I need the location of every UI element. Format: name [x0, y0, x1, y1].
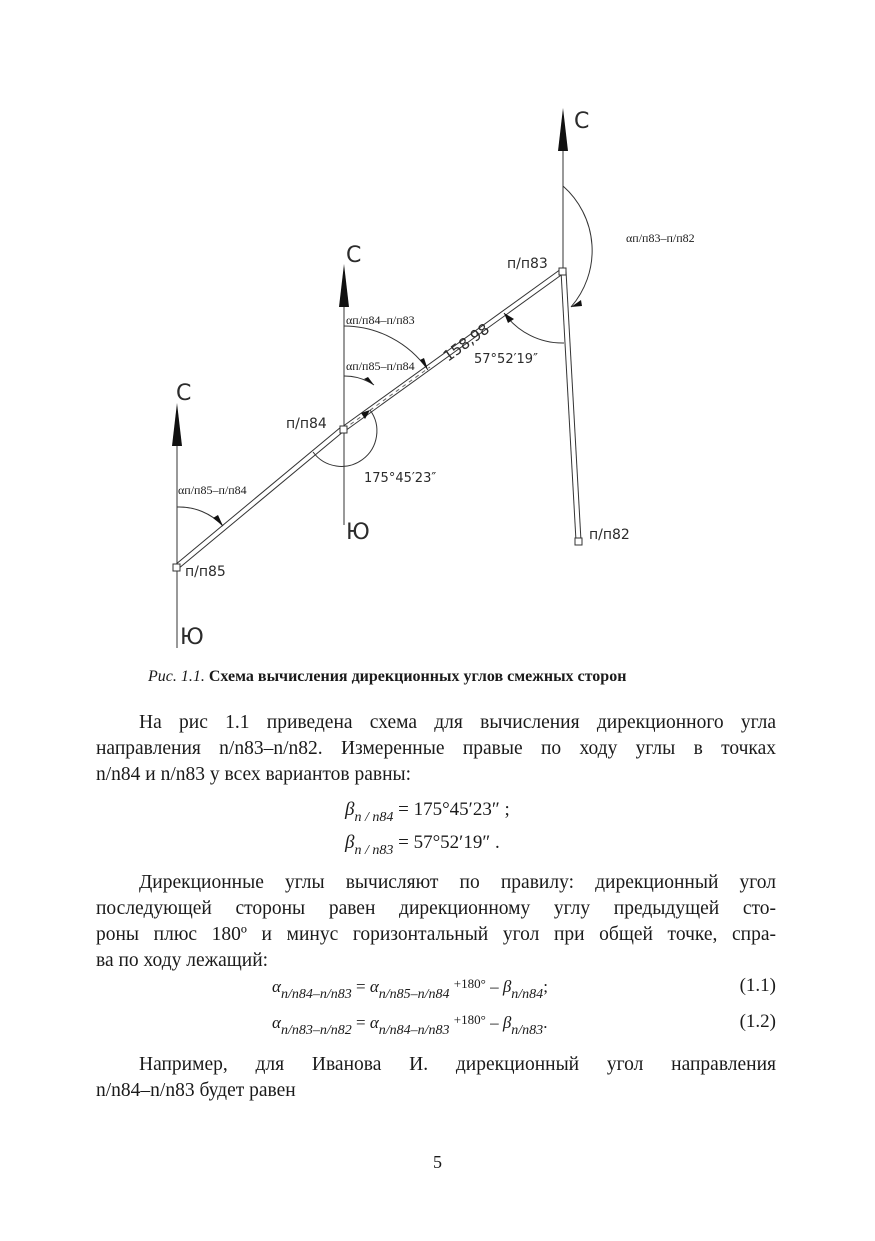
south-label: Ю — [180, 625, 204, 650]
arrowhead-icon — [504, 313, 514, 323]
equation-1-2: $\alpha_{n/n83-n/n82} = \alpha_{n/n84-n/n83}$ $^{+180^\circ} - \beta_{n/n83}$. — [272, 1012, 548, 1038]
text-line: На рис 1.1 приведена схема для вычисления дирекционного угла — [139, 712, 776, 733]
figure-caption — [148, 668, 626, 686]
north-arrow-icon — [172, 403, 182, 446]
text-line: Например, для Иванова И. дирекционный угол направления — [139, 1054, 776, 1075]
point-marker-p84 — [340, 426, 347, 433]
beta-value-p84: 175°45′23″ — [364, 471, 437, 486]
formula-beta-84: $\beta_{n / n84} = 175^\circ 45'23''$ ; — [345, 799, 510, 825]
arrowhead-icon — [213, 515, 223, 526]
point-label-p84: п/п84 — [286, 416, 327, 432]
text-line: n/n84 и n/n83 у всех вариантов равны: — [96, 764, 412, 785]
equation-1-1: $\alpha_{n/n84-n/n83} = \alpha_{n/n85-n/n84}$ $^{+180^\circ} - \beta_{n/n84}$; — [272, 976, 548, 1002]
paragraph-intro — [96, 710, 776, 788]
formula-beta-83: $\beta_{n / n83} = 57^\circ 52'19''$ . — [345, 832, 500, 858]
beta-value-p83: 57°52′19″ — [474, 352, 538, 367]
point-label-p85: п/п85 — [185, 564, 226, 580]
angle-label-alpha-85-84: αп/п85–п/п84 — [178, 483, 247, 497]
caption-prefix: Рис. 1.1. — [148, 668, 205, 685]
text-line: последующей стороны равен дирекционному углу предыдущей сто- — [96, 898, 776, 919]
arrowhead-icon — [364, 377, 374, 385]
extension-line — [344, 367, 430, 429]
equation-number: (1.1) — [739, 975, 776, 996]
angle-label-alpha-84-83: αп/п84–п/п83 — [346, 313, 415, 327]
text-line: Дирекционные углы вычисляют по правилу: дирекционный угол — [139, 872, 776, 893]
angle-arc-beta-83 — [504, 313, 564, 343]
angle-label-alpha-85-84-upper: αп/п85–п/п84 — [346, 359, 415, 373]
angle-label-alpha-83-82: αп/п83–п/п82 — [626, 231, 695, 245]
text-line: роны плюс 180º и минус горизонтальный угол при общей точке, спра- — [96, 924, 776, 945]
paragraph-example — [96, 1052, 776, 1104]
text-line: ва по ходу лежащий: — [96, 950, 269, 971]
traverse-line-85-84 — [175, 427, 344, 569]
point-marker-p82 — [575, 538, 582, 545]
caption-title: Схема вычисления дирекционных углов смежных сторон — [208, 668, 627, 685]
north-arrow-icon — [339, 264, 349, 307]
north-label: С — [346, 243, 362, 268]
paragraph-rule — [96, 870, 776, 974]
point-marker-p85 — [173, 564, 180, 571]
north-label: С — [176, 381, 192, 406]
south-label: Ю — [346, 520, 370, 545]
text-line: направления n/n83–n/n82. Измеренные правые по ходу углы в точках — [96, 738, 776, 759]
text-line: n/n84–n/n83 будет равен — [96, 1080, 296, 1101]
north-arrow-icon — [558, 108, 568, 151]
traverse-line-83-82 — [561, 271, 581, 541]
north-label: С — [574, 109, 590, 134]
point-label-p83: п/п83 — [507, 256, 548, 272]
point-label-p82: п/п82 — [589, 527, 630, 543]
point-marker-p83 — [559, 268, 566, 275]
page-number: 5 — [433, 1152, 442, 1172]
distance-label: 158,98 — [439, 319, 493, 366]
equation-number: (1.2) — [739, 1011, 776, 1032]
arrowhead-icon — [571, 300, 582, 307]
